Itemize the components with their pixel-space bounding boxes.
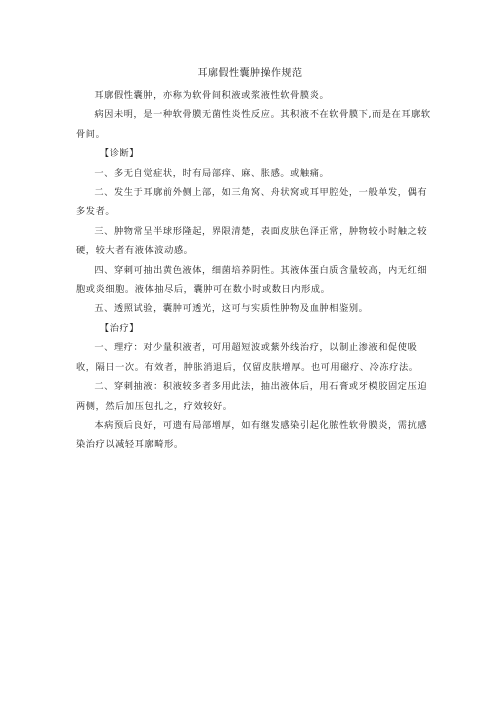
paragraph-treatment-1: 一、理疗：对少量积液者，可用超短波或紫外线治疗，以制止渗液和促使吸收，隔日一次。有效者，肿胀消退后，仅留皮肤增厚。也可用磁疗、冷冻疗法。 [76,342,419,373]
paragraph-etiology: 病因未明，是一种软骨膜无菌性炎性反应。其积液不在软骨膜下,而是在耳廓软骨间。 [76,109,431,140]
section-heading-diagnosis: 【诊断】 [99,148,140,160]
paragraph-diagnosis-3: 三、肿物常呈半球形隆起，界限清楚，表面皮肤色泽正常，肿物较小时触之较硬，较大者有液体波动感。 [76,225,428,257]
paragraph-diagnosis-5: 五、透照试验，囊肿可透光，这可与实质性肿物及血肿相鉴别。 [94,303,369,315]
paragraph-treatment-2: 二、穿刺抽液：积液较多者多用此法，抽出液体后，用石膏或牙模胶固定压迫两侧，然后加压包扎之，疗效较好。 [76,381,428,412]
paragraph-diagnosis-2: 二、发生于耳廓前外侧上部，如三角窝、舟状窝或耳甲腔处，一般单发，偶有多发者。 [76,187,428,218]
section-heading-treatment: 【治疗】 [99,322,140,334]
document-body [76,86,436,455]
paragraph-diagnosis-1: 一、多无自觉症状，时有局部痒、麻、胀感。或触痛。 [94,167,330,179]
paragraph-prognosis: 本病预后良好，可遗有局部增厚，如有继发感染引起化脓性软骨膜炎，需抗感染治疗以减轻耳廓畸形。 [76,419,428,451]
paragraph-definition: 耳廓假性囊肿，亦称为软骨间积液或浆液性软骨膜炎。 [94,90,330,101]
document-title: 耳廓假性囊肿操作规范 [197,68,303,79]
paragraph-diagnosis-4: 四、穿刺可抽出黄色液体，细菌培养阴性。其液体蛋白质含量较高，内无红细胞或炎细胞。液体抽尽后，囊肿可在数小时或数日内形成。 [76,264,428,296]
